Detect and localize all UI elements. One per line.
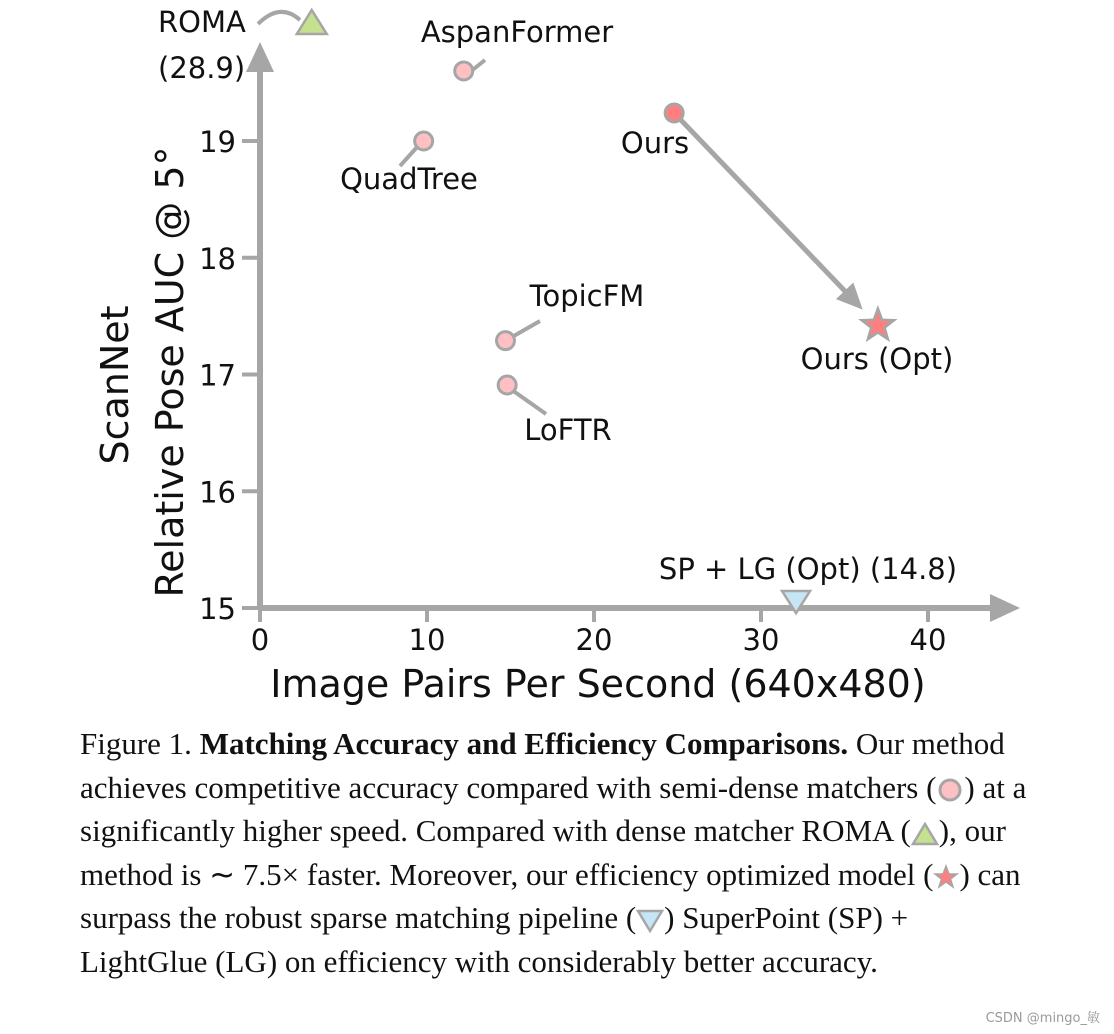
figure-caption: [80, 722, 1040, 983]
leader-line: [512, 321, 540, 337]
point-quadtree-circle-icon: [415, 132, 433, 150]
arrow-line: [674, 113, 853, 300]
point-topicfm-circle-icon: [496, 332, 514, 350]
x-tick-label: 10: [408, 623, 446, 657]
y-tick-label: 19: [199, 125, 236, 159]
point-roma-triangle-up-icon: [297, 10, 327, 34]
point-label-loftr: LoFTR: [524, 413, 612, 447]
point-ours-opt-star-icon: [862, 309, 894, 340]
point-label-ours: Ours: [620, 126, 690, 160]
caption-text: ) can surpass the robust sparse matching pipeline (: [80, 856, 1021, 935]
point-label-aspanformer: AspanFormer: [420, 15, 614, 49]
y-axis-label-line2: Relative Pose AUC @ 5°: [148, 146, 192, 598]
point-loftr-circle-icon: [498, 376, 516, 394]
x-tick-label: 20: [575, 623, 613, 657]
caption-text: ) SuperPoint (SP) + LightGlue (LG) on efficiency with considerably better accuracy.: [80, 900, 909, 979]
x-tick-label: 40: [909, 623, 947, 657]
y-tick-label: 18: [199, 241, 236, 276]
point-label-quadtree: QuadTree: [340, 162, 478, 196]
leader-line: [512, 390, 546, 414]
triangle-up-icon: [911, 820, 939, 848]
figure-label: Figure 1.: [80, 726, 192, 761]
y-tick-label: 17: [199, 358, 236, 393]
point-label-ours-opt: Ours (Opt): [800, 342, 954, 376]
point-label-roma: ROMA: [158, 5, 246, 39]
point-label-sp-lg-opt: SP + LG (Opt) (14.8): [658, 552, 958, 586]
watermark: CSDN @mingo_敏: [985, 1011, 1100, 1026]
star-icon: [933, 864, 959, 890]
x-tick-label: 30: [742, 623, 780, 657]
x-tick-label: 0: [250, 623, 270, 657]
y-axis-label-line1: ScanNet: [93, 305, 137, 465]
circle-icon: [936, 776, 964, 804]
caption-title: Matching Accuracy and Efficiency Comparisons.: [199, 726, 849, 761]
point-aspanformer-circle-icon: [455, 62, 473, 80]
leader-line: [258, 12, 300, 24]
y-axis-arrow-icon: [246, 42, 274, 72]
x-axis-arrow-icon: [990, 594, 1020, 622]
point-sublabel-roma: (28.9): [158, 51, 246, 85]
point-ours-circle-icon: [665, 104, 683, 122]
point-label-topicfm: TopicFM: [529, 279, 645, 313]
triangle-down-icon: [636, 907, 664, 935]
caption-text: ) at a significantly higher speed. Compared with dense matcher ROMA (: [80, 769, 1027, 848]
caption-text: Our method achieves competitive accuracy compared with semi-dense matchers (: [80, 726, 1005, 805]
caption-text: ), our method is ∼ 7.5× faster. Moreover, our efficiency optimized model (: [80, 813, 1006, 892]
y-tick-label: 15: [199, 592, 236, 626]
data-points: [158, 5, 957, 613]
x-axis-label: Image Pairs Per Second (640x480): [270, 662, 926, 706]
y-tick-label: 16: [199, 475, 236, 510]
